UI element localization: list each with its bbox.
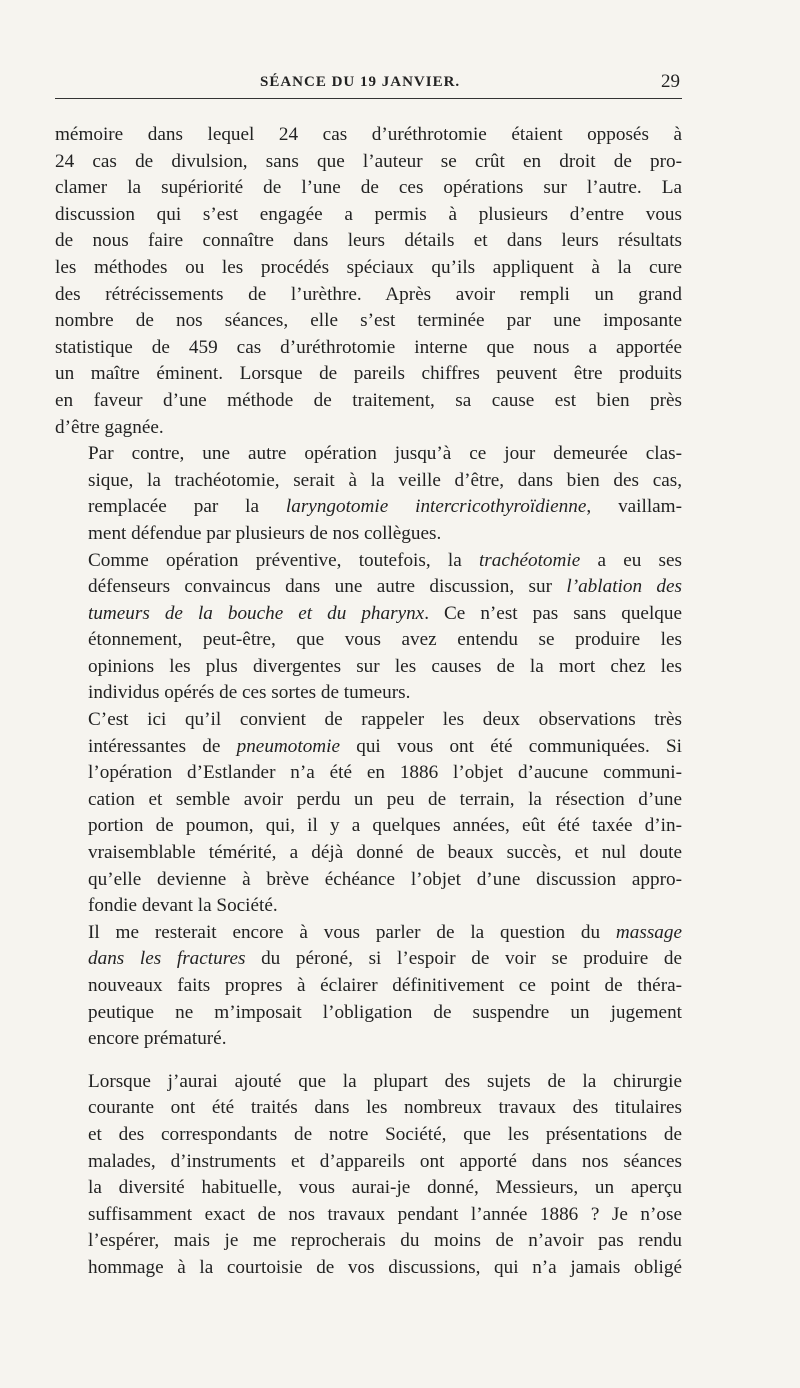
text-line: statistique de 459 cas d’uréthrotomie interne que nous a apportée [55, 336, 682, 358]
paragraph-pneumotomie [55, 707, 682, 920]
text-line: et des correspondants de notre Société, que les présentations de [88, 1123, 682, 1145]
text-line: Par contre, une autre opération jusqu’à ce jour demeurée clas- [88, 443, 682, 465]
text-line: sique, la trachéotomie, serait à la veille d’être, dans bien des cas, [88, 469, 682, 491]
text-line: vraisemblable témérité, a déjà donné de beaux succès, et nul doute [88, 842, 682, 864]
text-line: cation et semble avoir perdu un peu de terrain, la résection d’une [88, 788, 682, 810]
text-line: hommage à la courtoisie de vos discussions, qui n’a jamais obligé [88, 1256, 682, 1278]
text-line: peutique ne m’imposait l’obligation de suspendre un jugement [88, 1001, 682, 1023]
text-line: qu’elle devienne à brève échéance l’objet d’une discussion appro- [88, 868, 682, 890]
text-line: nouveaux faits propres à éclairer définitivement ce point de théra- [88, 975, 682, 996]
paragraph-conclusion [55, 1069, 682, 1282]
text-line: remplacée par la laryngotomie intercricothyroïdienne, vaillam- [88, 496, 682, 518]
text-line: Comme opération préventive, toutefois, la trachéotomie a eu ses [88, 549, 683, 571]
text-line: la diversité habituelle, vous aurai-je donné, Messieurs, un aperçu [88, 1177, 682, 1199]
text-line: 24 cas de divulsion, sans que l’auteur se crût en droit de pro- [55, 150, 682, 172]
text-line: étonnement, peut-être, que vous avez entendu se produire les [88, 629, 682, 651]
text-line: l’espérer, mais je me reprocherais du moins de n’avoir pas rendu [88, 1230, 682, 1252]
text-line: malades, d’instruments et d’appareils ont apporté dans nos séances [88, 1150, 682, 1172]
text-line: intéressantes de pneumotomie qui vous ont été communiquées. Si [88, 735, 682, 757]
text-line: suffisamment exact de nos travaux pendant l’année 1886 ? Je n’ose [88, 1203, 682, 1225]
text-line: fondie devant la Société. [88, 895, 278, 917]
text-line: portion de poumon, qui, il y a quelques années, eût été taxée d’in- [88, 815, 682, 837]
running-head-title: SÉANCE DU 19 JANVIER. [260, 74, 461, 90]
text-line: l’opération d’Estlander n’a été en 1886 l’objet d’aucune communi- [88, 762, 682, 784]
paragraph-urethrotomie [55, 122, 682, 441]
text-line: encore prématuré. [88, 1028, 227, 1050]
body-text [55, 122, 682, 1282]
text-line: d’être gagnée. [55, 416, 164, 438]
paragraph-tracheotomie [55, 548, 682, 708]
text-line: Lorsque j’aurai ajouté que la plupart des sujets de la chirurgie [88, 1070, 682, 1092]
paragraph-laryngotomie [55, 441, 682, 547]
text-line: dans les fractures du péroné, si l’espoir de voir se produire de [88, 948, 682, 970]
text-line: des rétrécissements de l’urèthre. Après avoir rempli un grand [55, 283, 682, 305]
page-number: 29 [661, 71, 680, 92]
text-line: défenseurs convaincus dans une autre discussion, sur l’ablation des [88, 576, 682, 598]
text-line: ment défendue par plusieurs de nos collègues. [88, 522, 442, 544]
text-line: C’est ici qu’il convient de rappeler les deux observations très [88, 709, 682, 731]
text-line: nombre de nos séances, elle s’est terminée par une imposante [55, 310, 682, 332]
text-line: tumeurs de la bouche et du pharynx. Ce n’est pas sans quelque [88, 602, 682, 624]
text-line: un maître éminent. Lorsque de pareils chiffres peuvent être produits [55, 363, 682, 385]
text-line: les méthodes ou les procédés spéciaux qu’ils appliquent à la cure [55, 256, 682, 278]
text-line: clamer la supériorité de l’une de ces opérations sur l’autre. La [55, 177, 682, 199]
text-line: de nous faire connaître dans leurs détails et dans leurs résultats [55, 230, 682, 252]
text-line: discussion qui s’est engagée a permis à plusieurs d’entre vous [55, 203, 682, 225]
text-line: mémoire dans lequel 24 cas d’uréthrotomie étaient opposés à [55, 124, 682, 145]
running-head [55, 71, 682, 99]
text-line: en faveur d’une méthode de traitement, sa cause est bien près [55, 389, 682, 411]
text-line: Il me resterait encore à vous parler de la question du massage [88, 921, 682, 943]
text-line: opinions les plus divergentes sur les causes de la mort chez les [88, 655, 682, 677]
text-line: individus opérés de ces sortes de tumeurs. [88, 682, 411, 704]
text-line: courante ont été traités dans les nombreux travaux des titulaires [88, 1097, 682, 1119]
paragraph-massage [55, 920, 682, 1053]
